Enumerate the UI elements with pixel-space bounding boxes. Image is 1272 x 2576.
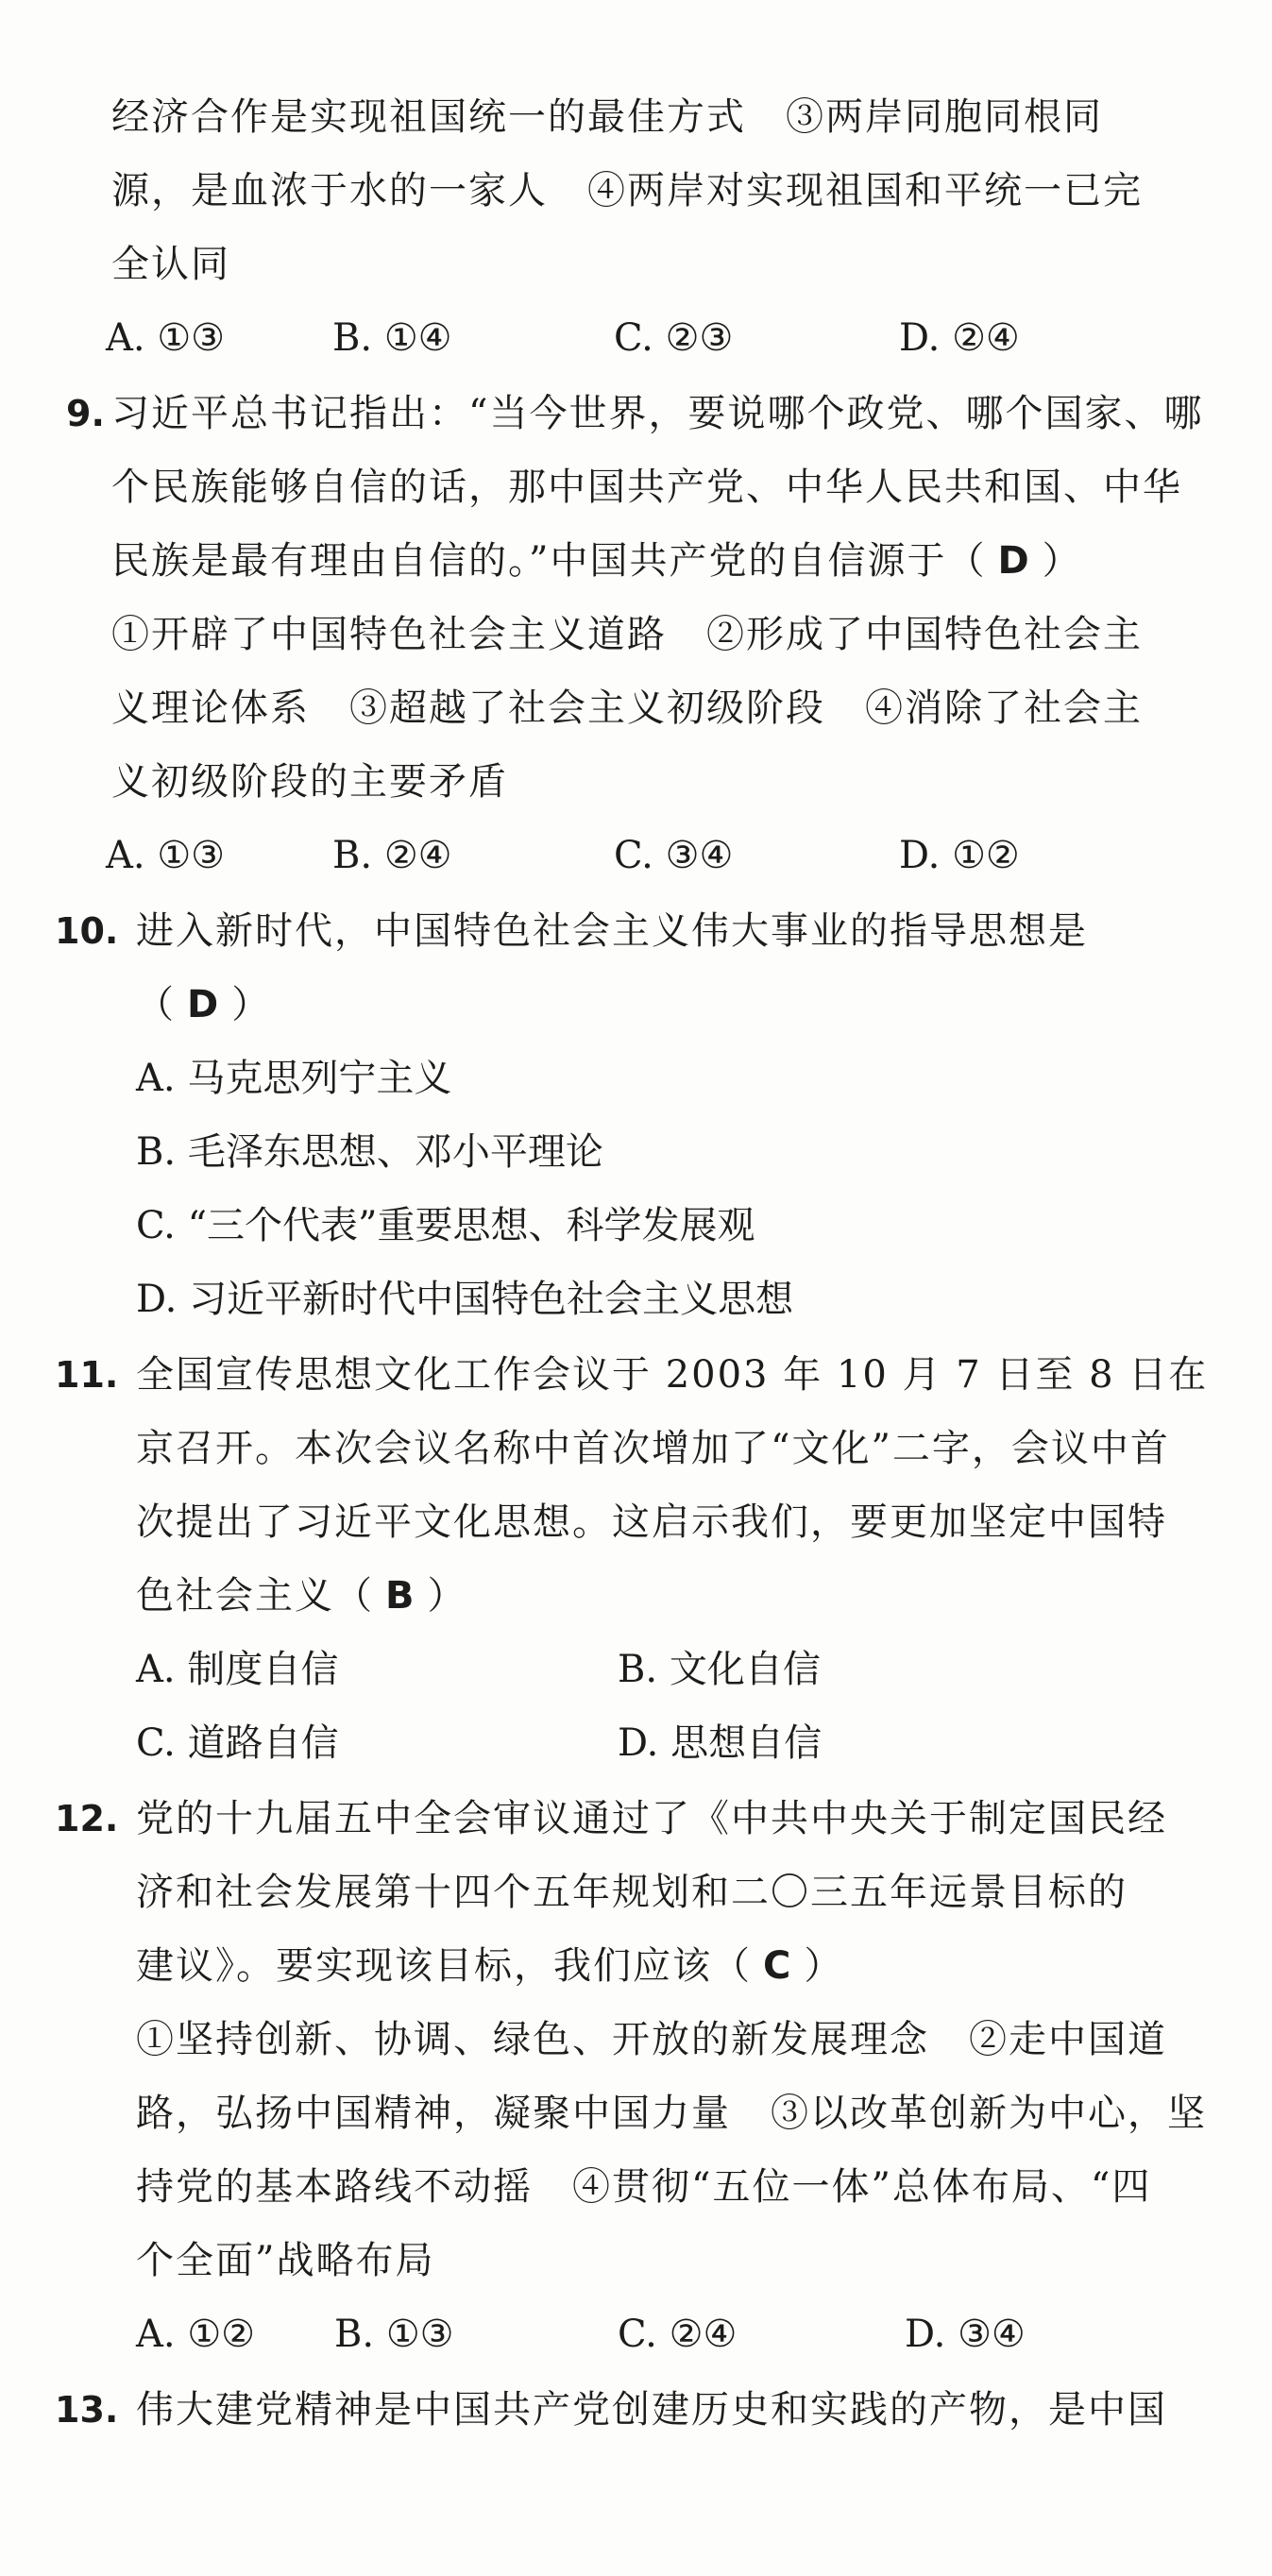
q9-option-b: B. ②④ <box>332 834 452 877</box>
q9-stem-end: 民族是最有理由自信的。”中国共产党的自信源于（ <box>111 539 987 583</box>
q11-number: 11. <box>55 1354 119 1396</box>
q11-option-b: B. 文化自信 <box>618 1648 821 1691</box>
q9-option-d: D. ①② <box>899 834 1020 877</box>
q11-answer: B <box>385 1574 416 1618</box>
q12-paren-close: ） <box>804 1944 844 1988</box>
q13-number: 13. <box>55 2389 119 2431</box>
q10-option-a: A. 马克思列宁主义 <box>136 1057 452 1100</box>
q12-line-1: 党的十九届五中全会审议通过了《中共中央关于制定国民经 <box>136 1797 1167 1840</box>
q11-option-a: A. 制度自信 <box>136 1648 339 1691</box>
q10-paren-close: ） <box>231 983 272 1026</box>
q9-number: 9. <box>66 393 105 434</box>
q9-option-a: A. ①③ <box>106 834 226 877</box>
q9-paren-close: ） <box>1042 539 1082 583</box>
q12-option-b: B. ①③ <box>334 2313 454 2356</box>
q8-option-d: D. ②④ <box>899 316 1020 360</box>
q11-line-1: 全国宣传思想文化工作会议于 2003 年 10 月 7 日至 8 日在 <box>136 1353 1209 1397</box>
q8-line-3: 全认同 <box>111 243 230 286</box>
q10-line-1: 进入新时代，中国特色社会主义伟大事业的指导思想是 <box>136 909 1088 953</box>
q10-number: 10. <box>55 910 119 952</box>
q9-line-6: 义初级阶段的主要矛盾 <box>111 760 508 804</box>
q8-option-c: C. ②③ <box>614 316 734 360</box>
q12-line-2: 济和社会发展第十四个五年规划和二〇三五年远景目标的 <box>136 1871 1128 1914</box>
q12-stem-end: 建议》。要实现该目标，我们应该（ <box>136 1944 752 1988</box>
q12-option-a: A. ①② <box>136 2313 256 2356</box>
q9-line-3 <box>111 538 1082 584</box>
q10-line-2 <box>136 982 271 1027</box>
q10-option-c: C. “三个代表”重要思想、科学发展观 <box>136 1204 755 1247</box>
q8-option-b: B. ①④ <box>332 316 452 360</box>
q11-line-3: 次提出了习近平文化思想。这启示我们，要更加坚定中国特 <box>136 1500 1167 1544</box>
q12-line-7: 个全面”战略布局 <box>136 2239 435 2282</box>
q9-line-4: ①开辟了中国特色社会主义道路 ②形成了中国特色社会主 <box>111 613 1143 656</box>
q10-paren-open: （ <box>136 983 176 1026</box>
q9-option-c: C. ③④ <box>614 834 734 877</box>
q11-line-2: 京召开。本次会议名称中首次增加了“文化”二字，会议中首 <box>136 1427 1170 1470</box>
q12-line-6: 持党的基本路线不动摇 ④贯彻“五位一体”总体布局、“四 <box>136 2165 1152 2209</box>
q12-line-5: 路，弘扬中国精神，凝聚中国力量 ③以改革创新为中心，坚 <box>136 2092 1207 2135</box>
q9-line-5: 义理论体系 ③超越了社会主义初级阶段 ④消除了社会主 <box>111 686 1143 730</box>
q8-line-1: 经济合作是实现祖国统一的最佳方式 ③两岸同胞同根同 <box>111 95 1103 139</box>
q8-line-2: 源，是血浓于水的一家人 ④两岸对实现祖国和平统一已完 <box>111 169 1143 212</box>
q12-line-4: ①坚持创新、协调、绿色、开放的新发展理念 ②走中国道 <box>136 2018 1167 2061</box>
q12-option-d: D. ③④ <box>905 2313 1026 2356</box>
q11-line-4 <box>136 1573 467 1618</box>
q11-stem-end: 色社会主义（ <box>136 1574 374 1618</box>
q12-number: 12. <box>55 1798 119 1839</box>
q9-line-1: 习近平总书记指出：“当今世界，要说哪个政党、哪个国家、哪 <box>111 392 1204 435</box>
q10-option-b: B. 毛泽东思想、邓小平理论 <box>136 1130 603 1174</box>
q11-option-c: C. 道路自信 <box>136 1721 339 1765</box>
q12-line-3 <box>136 1943 843 1989</box>
q8-option-a: A. ①③ <box>106 316 226 360</box>
q9-line-2: 个民族能够自信的话，那中国共产党、中华人民共和国、中华 <box>111 466 1182 509</box>
q11-option-d: D. 思想自信 <box>618 1721 823 1765</box>
q10-option-d: D. 习近平新时代中国特色社会主义思想 <box>136 1278 794 1321</box>
q12-answer: C <box>763 1944 793 1988</box>
q9-answer: D <box>997 539 1031 583</box>
q11-paren-close: ） <box>427 1574 467 1618</box>
q12-option-c: C. ②④ <box>618 2313 738 2356</box>
q13-line-1: 伟大建党精神是中国共产党创建历史和实践的产物，是中国 <box>136 2388 1167 2432</box>
q10-answer: D <box>187 983 221 1026</box>
